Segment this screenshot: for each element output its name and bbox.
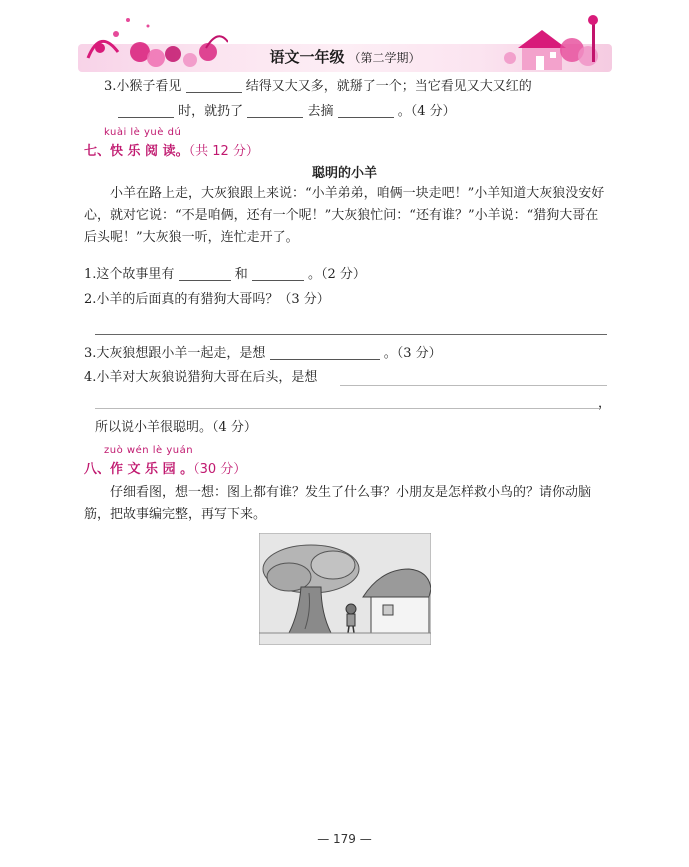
prev-q3-blank-2[interactable] <box>118 103 174 118</box>
reading-question-2: 2.小羊的后面真的有猎狗大哥吗？（3 分） <box>84 292 330 307</box>
story-paragraph: 小羊在路上走，大灰狼跟上来说：“小羊弟弟，咱俩一块走吧！”小羊知道大灰狼没安好心，就对它说：“不是咱俩，还有一个呢！”大灰狼忙问：“还有谁？”小羊说：“猎狗大哥在后头呢！”大灰狼一听，连忙走开了。 <box>84 186 605 245</box>
header-subtitle: （第二学期） <box>348 51 421 65</box>
rq1-text-c: 。（2 分） <box>307 267 366 282</box>
section7-pinyin: kuài lè yuè dú <box>104 127 182 138</box>
rq1-text-a: 1.这个故事里有 <box>84 267 175 282</box>
story-title: 聪明的小羊 <box>311 166 377 181</box>
rq4-answer-line-2[interactable] <box>95 408 600 409</box>
rq3-text-b: 。（3 分） <box>383 346 442 361</box>
header-title-text: 语文一年级 <box>269 48 345 66</box>
rq1-text-b: 和 <box>234 267 248 282</box>
rq4-conclusion: 所以说小羊很聪明。（4 分） <box>95 420 257 435</box>
header-title <box>78 46 612 67</box>
prev-q3-blank-1[interactable] <box>186 78 242 93</box>
prev-q3-blank-4[interactable] <box>338 103 394 118</box>
section7-title <box>84 140 259 159</box>
reading-question-1 <box>84 266 366 284</box>
prev-q3-text-b: 结得又大又多，就掰了一个；当它看见又大又红的 <box>245 79 532 94</box>
prev-question-3-line1 <box>104 78 532 96</box>
reading-question-3 <box>84 345 442 363</box>
prev-q3-blank-3[interactable] <box>247 103 303 118</box>
page-header <box>78 8 612 76</box>
section7-score: （共 12 分） <box>188 144 259 159</box>
tree-house-illustration <box>259 533 431 645</box>
rq2-answer-line[interactable] <box>95 334 607 335</box>
rq3-blank[interactable] <box>270 345 380 360</box>
prev-q3-text-d: 去摘 <box>307 104 334 119</box>
reading-question-4: 4.小羊对大灰狼说猎狗大哥在后头，是想 <box>84 370 318 385</box>
rq1-blank-2[interactable] <box>252 266 304 281</box>
rq4-comma: ， <box>598 396 612 411</box>
section8-title-text: 八、作 文 乐 园 。 <box>84 462 194 477</box>
composition-prompt: 仔细看图，想一想：图上都有谁？发生了什么事？小朋友是怎样救小鸟的？请你动脑筋，把故事编完整，再写下来。 <box>84 485 592 522</box>
section8-score: （30 分） <box>193 462 247 477</box>
prev-q3-text-e: 。（4 分） <box>397 104 456 119</box>
prev-question-3-line2 <box>118 103 456 121</box>
section8-pinyin: zuò wén lè yuán <box>104 445 194 456</box>
rq3-text-a: 3.大灰狼想跟小羊一起走，是想 <box>84 346 266 361</box>
rq4-answer-line-1[interactable] <box>340 385 607 386</box>
page-number: — 179 — <box>317 832 372 846</box>
prev-q3-text-c: 时，就扔了 <box>178 104 244 119</box>
prev-q3-text-a: 3.小猴子看见 <box>104 79 182 94</box>
section8-title <box>84 458 246 477</box>
rq1-blank-1[interactable] <box>179 266 231 281</box>
section7-title-text: 七、快 乐 阅 读。 <box>84 144 189 159</box>
